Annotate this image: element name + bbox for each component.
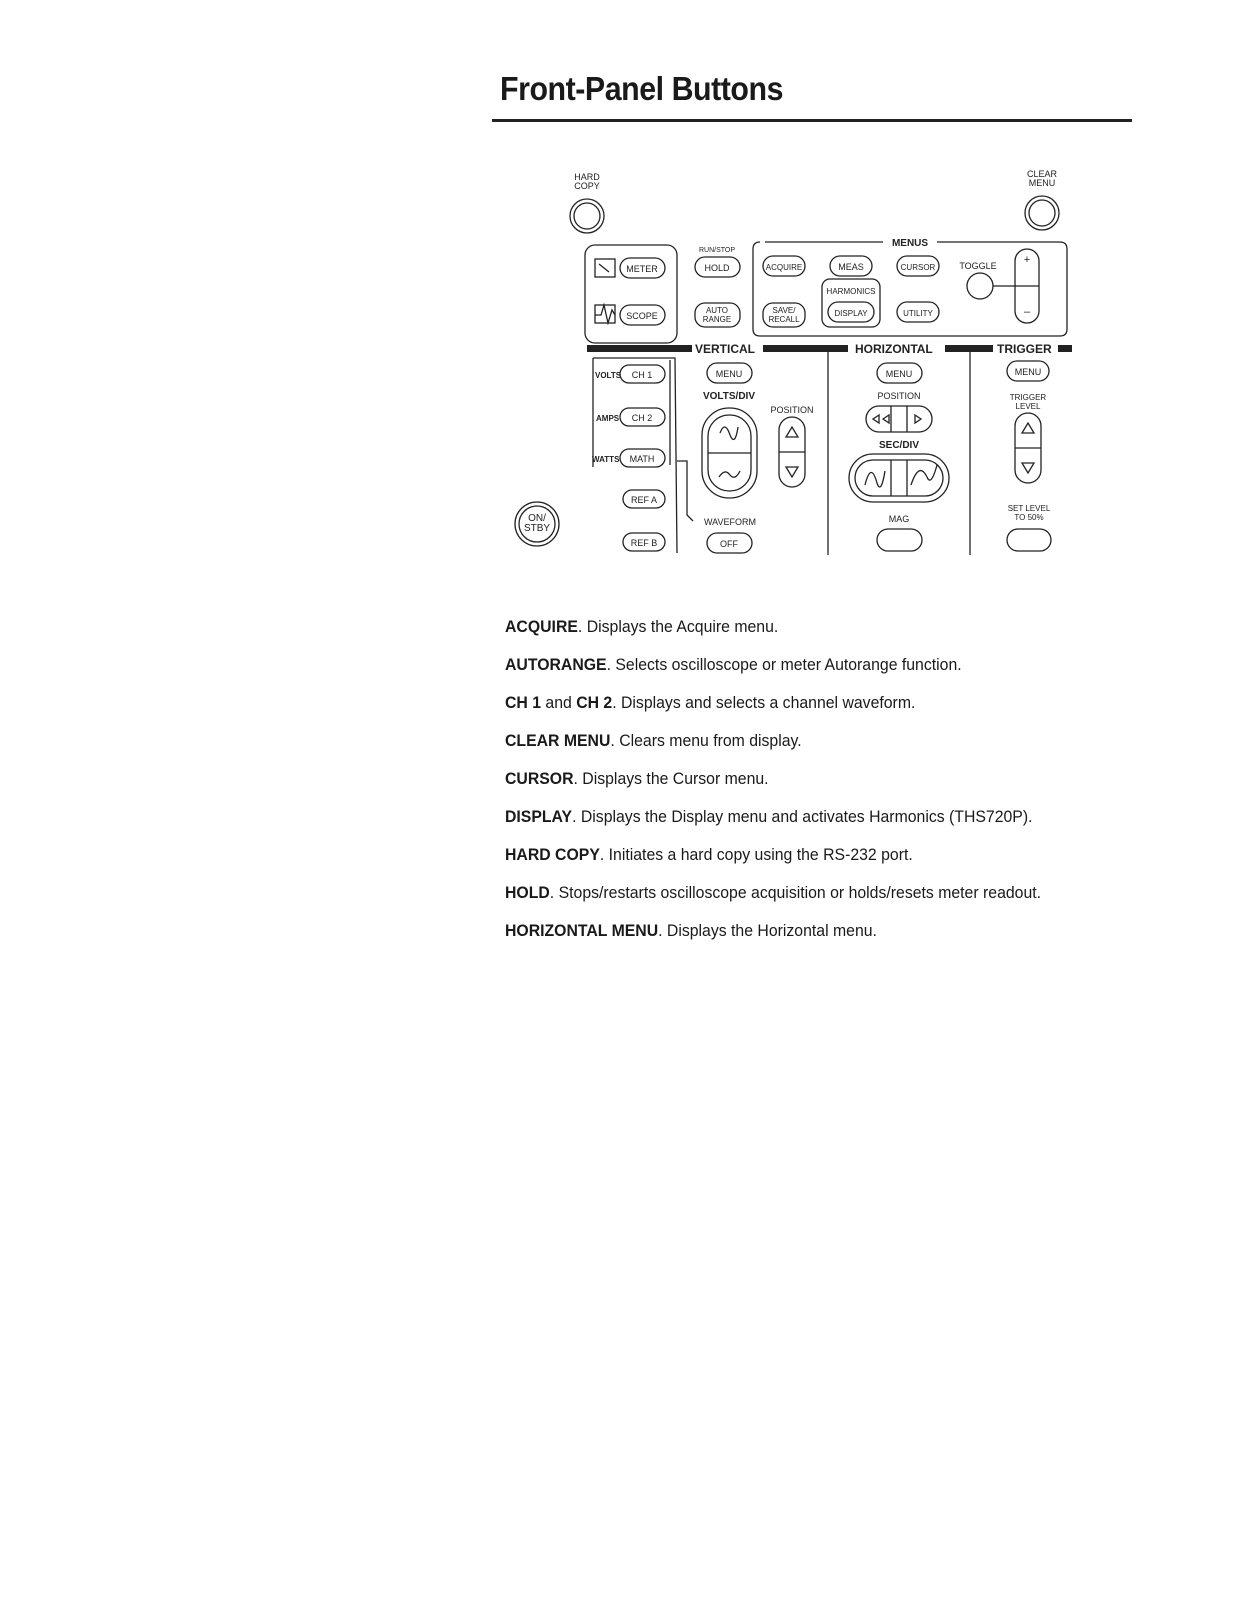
svg-text:SAVE/: SAVE/: [772, 306, 796, 315]
run-stop-label: RUN/STOP: [698, 247, 736, 254]
svg-text:HOLD: HOLD: [704, 263, 730, 273]
clear-menu-label: CLEAR: [1026, 169, 1058, 179]
mag-label: MAG: [888, 514, 910, 524]
button-descriptions: [505, 616, 1125, 958]
svg-text:RECALL: RECALL: [768, 315, 800, 324]
svg-text:UTILITY: UTILITY: [903, 309, 933, 318]
desc-acquire: ACQUIRE. Displays the Acquire menu.: [505, 617, 779, 636]
svg-text:REF A: REF A: [630, 495, 658, 505]
vertical-label: VERTICAL: [695, 342, 755, 356]
vertical-bar-right: [763, 345, 848, 352]
set-level-50-button[interactable]: [1007, 529, 1051, 551]
toggle-button[interactable]: [967, 273, 993, 299]
title-rule: [492, 119, 1132, 122]
svg-text:METER: METER: [626, 264, 658, 274]
mag-button[interactable]: [877, 529, 922, 551]
volts-label: VOLTS: [595, 371, 622, 380]
desc-ch1-ch2: CH 1 and CH 2. Displays and selects a channel waveform.: [505, 693, 916, 712]
svg-text:ON/: ON/: [528, 513, 546, 524]
svg-text:MENU: MENU: [885, 369, 913, 379]
scope-icon: [595, 305, 615, 323]
toggle-label: TOGGLE: [959, 261, 997, 271]
vertical-bar-left: [587, 345, 692, 352]
svg-text:AUTO: AUTO: [705, 306, 729, 315]
svg-text:+: +: [1023, 254, 1031, 266]
svg-text:OFF: OFF: [720, 539, 738, 549]
waveform-label: WAVEFORM: [704, 517, 756, 527]
front-panel-diagram: [505, 165, 1085, 565]
svg-text:COPY: COPY: [574, 181, 600, 191]
svg-text:CH 1: CH 1: [631, 370, 653, 380]
watts-label: WATTS: [592, 455, 620, 464]
svg-text:RANGE: RANGE: [702, 315, 732, 324]
svg-text:DISPLAY: DISPLAY: [834, 309, 868, 318]
trigger-level-label: TRIGGER: [1009, 393, 1047, 402]
svg-text:CH 2: CH 2: [631, 413, 653, 423]
svg-text:REF B: REF B: [630, 538, 658, 548]
volts-div-label: VOLTS/DIV: [702, 391, 756, 402]
svg-text:MENU: MENU: [1028, 178, 1056, 188]
horizontal-position-label: POSITION: [877, 391, 921, 401]
vertical-position-label: POSITION: [770, 405, 814, 415]
desc-horizontal-menu: HORIZONTAL MENU. Displays the Horizontal menu.: [505, 921, 877, 940]
sec-div-knob[interactable]: [849, 454, 949, 502]
horizontal-label: HORIZONTAL: [855, 342, 933, 356]
svg-text:SCOPE: SCOPE: [626, 311, 658, 321]
horizontal-bar-right: [945, 345, 993, 352]
svg-text:MENU: MENU: [715, 369, 743, 379]
sec-div-label: SEC/DIV: [878, 440, 920, 451]
svg-text:STBY: STBY: [523, 523, 551, 534]
svg-text:–: –: [1023, 306, 1031, 318]
menus-label: MENUS: [891, 238, 929, 249]
hard-copy-label: HARD: [574, 172, 600, 182]
page-title: Front-Panel Buttons: [500, 70, 784, 107]
desc-hold: HOLD. Stops/restarts oscilloscope acquisition or holds/resets meter readout.: [505, 883, 1042, 902]
amps-label: AMPS: [596, 414, 620, 423]
svg-text:MATH: MATH: [629, 454, 655, 464]
desc-autorange: AUTORANGE. Selects oscilloscope or meter Autorange function.: [505, 655, 962, 674]
svg-text:ACQUIRE: ACQUIRE: [765, 263, 803, 272]
clear-menu-button[interactable]: [1025, 196, 1059, 230]
trigger-label: TRIGGER: [997, 342, 1052, 356]
hard-copy-button[interactable]: [570, 199, 604, 233]
desc-clear-menu: CLEAR MENU. Clears menu from display.: [505, 731, 802, 750]
svg-text:MENU: MENU: [1014, 367, 1042, 377]
front-panel-svg: [505, 165, 1085, 565]
svg-text:LEVEL: LEVEL: [1015, 402, 1041, 411]
harmonics-label: HARMONICS: [826, 287, 876, 296]
svg-text:MEAS: MEAS: [838, 262, 864, 272]
desc-cursor: CURSOR. Displays the Cursor menu.: [505, 769, 769, 788]
mode-box: [585, 245, 677, 343]
set-level-label: SET LEVEL: [1007, 504, 1051, 513]
desc-hard-copy: HARD COPY. Initiates a hard copy using the RS-232 port.: [505, 845, 913, 864]
svg-text:TO 50%: TO 50%: [1014, 513, 1044, 522]
desc-display: DISPLAY. Displays the Display menu and activates Harmonics (THS720P).: [505, 807, 1033, 826]
trigger-bar-right: [1058, 345, 1072, 352]
svg-text:CURSOR: CURSOR: [900, 263, 936, 272]
